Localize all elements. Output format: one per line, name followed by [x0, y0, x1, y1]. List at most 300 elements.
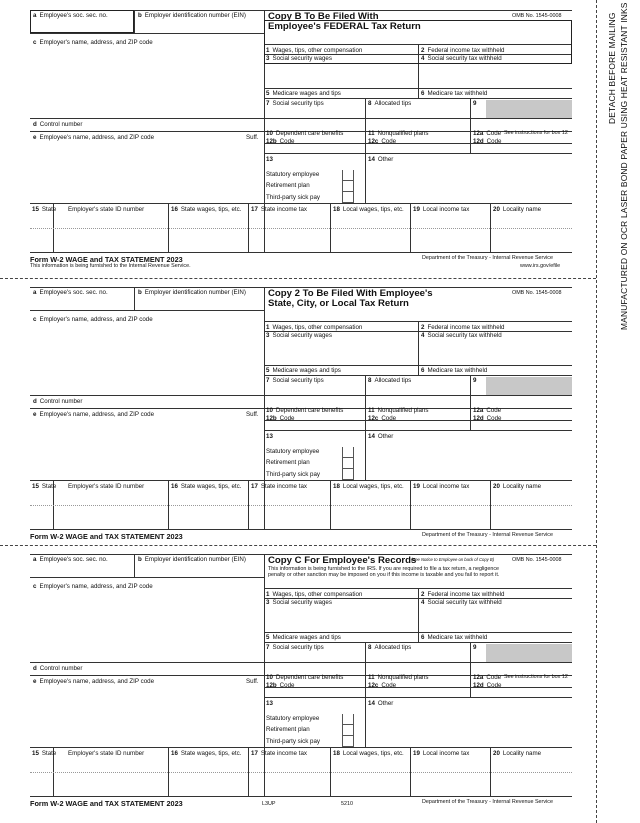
box1-wages-label-text: Wages, tips, other compensation [272, 324, 363, 331]
box12a-label-number: 12a [473, 407, 484, 414]
statutory-employee-label [266, 171, 319, 178]
box18-local-wages-label-number: 18 [333, 483, 340, 490]
side-text-detach: DETACH BEFORE MAILING [607, 12, 617, 124]
box2-fed-tax-label [421, 591, 505, 598]
box17-state-tax-label [251, 483, 307, 490]
box15-state-label-number: 15 [32, 483, 39, 490]
box12c-label [368, 138, 396, 145]
box16-state-wages-label-number: 16 [171, 750, 178, 757]
third-party-sick-pay-label [266, 738, 320, 745]
box5-medicare-wages-label [266, 367, 341, 374]
copy-title-line2: State, City, or Local Tax Return [268, 298, 409, 309]
employee-name-label [33, 411, 154, 418]
copy-note-line1: This information is being furnished to the IRS. If you are required to file a tax return, a negligence [268, 566, 500, 572]
footer-website: www.irs.gov/efile [520, 263, 561, 269]
box4-ss-tax-label-number: 4 [421, 55, 425, 62]
statutory-employee-label-text: Statutory employee [266, 715, 320, 722]
box4-ss-tax-label [421, 55, 502, 62]
third-party-sick-pay-label-text: Third-party sick pay [266, 738, 320, 745]
box16-state-wages-label-text: State wages, tips, etc. [180, 206, 242, 213]
box1-wages-label-text: Wages, tips, other compensation [272, 47, 363, 54]
box8-allocated-tips-label-number: 8 [368, 644, 372, 651]
box18-local-wages-label-text: Local wages, tips, etc. [342, 483, 404, 490]
box18-local-wages-label [333, 483, 404, 490]
w2-copy-2 [30, 287, 572, 549]
box12a-label [473, 407, 501, 414]
box19-local-tax-label-text: Local income tax [422, 206, 470, 213]
box12b-label-text: Code [279, 415, 295, 422]
retirement-plan-label-text: Retirement plan [266, 459, 310, 466]
box12a-note: See instructions for box 12 [504, 674, 568, 680]
box7-ss-tips-label-number: 7 [266, 377, 270, 384]
row7-bottom [30, 118, 572, 119]
box3-ss-wages-label-number: 3 [266, 332, 270, 339]
box12d-label-number: 12d [473, 682, 484, 689]
employer-name-label-number: c [33, 39, 37, 46]
box3-ss-wages-label [266, 599, 332, 606]
footer-treasury: Department of the Treasury - Internal Revenue Service [422, 255, 553, 261]
box14-other-label-text: Other [377, 433, 394, 440]
form-code-a: L3UP [262, 801, 276, 807]
box6-medicare-tax-label-number: 6 [421, 634, 425, 641]
box4-ss-tax-label-number: 4 [421, 332, 425, 339]
box3-ss-wages-label-text: Social security wages [272, 599, 332, 606]
box12b-label-number: 12b [266, 682, 277, 689]
divider-a-b [134, 554, 135, 577]
col-13-14 [365, 642, 366, 747]
control-number-label [33, 665, 82, 672]
divider-a-b [134, 10, 135, 33]
box10-dependent-care-label [266, 130, 343, 137]
w2-copy-1 [30, 10, 572, 272]
retirement-checkbox[interactable] [342, 181, 354, 192]
w2-copy-3 [30, 554, 572, 816]
box8-allocated-tips-label-text: Allocated tips [374, 377, 412, 384]
retirement-plan-label-text: Retirement plan [266, 726, 310, 733]
control-number-label [33, 398, 82, 405]
third-party-sick-pay-label [266, 471, 320, 478]
box14-other-label-number: 14 [368, 433, 375, 440]
box5-medicare-wages-label [266, 90, 341, 97]
row7-bottom [30, 395, 572, 396]
box2-fed-tax-label [421, 47, 505, 54]
suffix-label: Suff. [246, 411, 259, 418]
box11-nonqualified-label-text: Nonqualified plans [377, 674, 429, 681]
box4-ss-tax-label-text: Social security tax withheld [427, 55, 502, 62]
employer-state-id-label-text: Employer's state ID number [68, 750, 145, 757]
box3-ss-wages-label-number: 3 [266, 55, 270, 62]
box8-allocated-tips-label-text: Allocated tips [374, 644, 412, 651]
box7-ss-tips-label-number: 7 [266, 644, 270, 651]
employer-state-id-label-text: Employer's state ID number [68, 483, 145, 490]
box2-fed-tax-label-number: 2 [421, 47, 425, 54]
footer-treasury: Department of the Treasury - Internal Revenue Service [422, 799, 553, 805]
employer-name-label-number: c [33, 583, 37, 590]
box12c-label-text: Code [381, 682, 397, 689]
box19-local-tax-label [413, 206, 469, 213]
sick-pay-checkbox[interactable] [342, 736, 354, 747]
box11-nonqualified-label-text: Nonqualified plans [377, 130, 429, 137]
box2-fed-tax-label-text: Federal income tax withheld [427, 591, 505, 598]
row12b-bottom [264, 143, 572, 144]
box16-state-wages-label-number: 16 [171, 206, 178, 213]
employee-name-label-text: Employee's name, address, and ZIP code [39, 678, 155, 685]
box14-other-label [368, 156, 393, 163]
row-a-bottom [30, 33, 264, 34]
box13-label-number: 13 [266, 156, 273, 163]
employee-name-label-number: e [33, 678, 37, 685]
box12c-label [368, 682, 396, 689]
box19-local-tax-label-text: Local income tax [422, 750, 470, 757]
third-party-sick-pay-label-text: Third-party sick pay [266, 471, 320, 478]
employee-ssn-label-text: Employee's soc. sec. no. [39, 289, 108, 296]
box7-ss-tips-label-text: Social security tips [272, 644, 324, 651]
box13-label-number: 13 [266, 700, 273, 707]
box16-state-wages-label-text: State wages, tips, etc. [180, 483, 242, 490]
employer-name-label-number: c [33, 316, 37, 323]
employer-name-label [33, 316, 153, 323]
box19-local-tax-label-text: Local income tax [422, 483, 470, 490]
box12d-label-number: 12d [473, 415, 484, 422]
box12b-label-number: 12b [266, 138, 277, 145]
box11-nonqualified-label-number: 11 [368, 674, 375, 681]
box7-ss-tips-label-text: Social security tips [272, 377, 324, 384]
statutory-checkbox[interactable] [342, 714, 354, 725]
employer-name-label [33, 39, 153, 46]
box11-nonqualified-label-number: 11 [368, 130, 375, 137]
employer-name-label-text: Employer's name, address, and ZIP code [39, 316, 153, 323]
box20-locality-label-number: 20 [493, 483, 500, 490]
box12d-label [473, 682, 501, 689]
employee-ssn-label-number: a [33, 12, 37, 19]
col-9 [470, 642, 471, 662]
omb-number: OMB No. 1545-0008 [512, 557, 562, 563]
perforation-line-1 [0, 278, 596, 279]
employer-ein-label [138, 289, 246, 296]
control-number-label [33, 121, 82, 128]
control-number-label-number: d [33, 398, 37, 405]
row12b-bottom [264, 420, 572, 421]
form-code-b: 5210 [341, 801, 353, 807]
box17-state-tax-label [251, 206, 307, 213]
box10-dependent-care-label-number: 10 [266, 130, 273, 137]
copy-title-line1: Copy 2 To Be Filed With Employee's [268, 288, 433, 299]
box5-medicare-wages-label-number: 5 [266, 90, 270, 97]
control-bottom [30, 675, 264, 676]
employee-name-label-number: e [33, 411, 37, 418]
statutory-employee-label-text: Statutory employee [266, 171, 320, 178]
row7-bottom [30, 662, 572, 663]
box12b-label [266, 415, 294, 422]
box12c-label-number: 12c [368, 415, 379, 422]
box16-state-wages-label-number: 16 [171, 483, 178, 490]
box14-other-label-number: 14 [368, 700, 375, 707]
omb-number: OMB No. 1545-0008 [512, 290, 562, 296]
vertical-perforation [596, 0, 597, 823]
box16-state-wages-label [171, 206, 241, 213]
box12b-label-text: Code [279, 138, 295, 145]
row5-bottom [264, 375, 572, 376]
employer-ein-label-text: Employer identification number (EIN) [144, 289, 246, 296]
box11-nonqualified-label-number: 11 [368, 407, 375, 414]
copy-note-line2: penalty or other sanction may be imposed on you if this income is taxable and you fail to report it. [268, 572, 500, 578]
third-party-sick-pay-label-text: Third-party sick pay [266, 194, 320, 201]
box14-other-label-number: 14 [368, 156, 375, 163]
box6-medicare-tax-label [421, 634, 487, 641]
state-bottom [30, 252, 572, 253]
state-midline [30, 772, 572, 773]
box9-shade [486, 644, 572, 662]
box4-ss-tax-label-text: Social security tax withheld [427, 332, 502, 339]
statutory-employee-label-text: Statutory employee [266, 448, 320, 455]
box9-label [473, 377, 479, 384]
box12d-label-text: Code [486, 138, 502, 145]
copy-title-line1: Copy B To Be Filed With [268, 11, 379, 22]
box8-allocated-tips-label [368, 100, 411, 107]
omb-number: OMB No. 1545-0008 [512, 13, 562, 19]
employee-name-label-text: Employee's name, address, and ZIP code [39, 134, 155, 141]
box15-state-label-text: State [41, 483, 57, 490]
box9-label-number: 9 [473, 100, 477, 107]
box15-state-label-text: State [41, 750, 57, 757]
control-number-label-text: Control number [39, 665, 83, 672]
col-right-top [418, 588, 419, 642]
control-number-label-text: Control number [39, 121, 83, 128]
box19-local-tax-label [413, 483, 469, 490]
box17-state-tax-label-text: State income tax [260, 206, 307, 213]
box5-medicare-wages-label-text: Medicare wages and tips [272, 634, 341, 641]
box9-label-number: 9 [473, 377, 477, 384]
box18-local-wages-label-number: 18 [333, 750, 340, 757]
box4-ss-tax-label [421, 599, 502, 606]
box15-state-label-number: 15 [32, 206, 39, 213]
box9-label-number: 9 [473, 644, 477, 651]
box12a-note: See instructions for box 12 [504, 130, 568, 136]
box10-dependent-care-label-text: Dependent care benefits [275, 130, 344, 137]
retirement-plan-label [266, 726, 310, 733]
box1-wages-label-number: 1 [266, 47, 270, 54]
control-bottom [30, 131, 264, 132]
box5-medicare-wages-label-text: Medicare wages and tips [272, 90, 341, 97]
box9-shade [486, 100, 572, 118]
box12a-label-text: Code [486, 407, 502, 414]
box18-local-wages-label [333, 750, 404, 757]
box7-ss-tips-label-text: Social security tips [272, 100, 324, 107]
third-party-sick-pay-label [266, 194, 320, 201]
suffix-label: Suff. [246, 678, 259, 685]
box17-state-tax-label-number: 17 [251, 483, 258, 490]
box16-state-wages-label [171, 750, 241, 757]
box2-fed-tax-label-text: Federal income tax withheld [427, 324, 505, 331]
employee-ssn-label [33, 289, 108, 296]
employee-ssn-label-text: Employee's soc. sec. no. [39, 556, 108, 563]
form-name: Form W-2 WAGE and TAX STATEMENT 2023 [30, 799, 183, 808]
statutory-employee-label [266, 715, 319, 722]
statutory-checkbox[interactable] [342, 170, 354, 181]
box1-wages-label [266, 324, 362, 331]
box6-medicare-tax-label-number: 6 [421, 90, 425, 97]
employer-state-id-label-text: Employer's state ID number [68, 206, 145, 213]
box12d-label [473, 138, 501, 145]
box3-ss-wages-label [266, 55, 332, 62]
box5-medicare-wages-label-text: Medicare wages and tips [272, 367, 341, 374]
employee-ssn-label [33, 12, 108, 19]
box15-state-label [32, 483, 56, 490]
box5-medicare-wages-label-number: 5 [266, 634, 270, 641]
box5-medicare-wages-label [266, 634, 341, 641]
footer-left-note: This information is being furnished to the Internal Revenue Service. [30, 263, 191, 269]
col-13-14 [365, 375, 366, 480]
row5-bottom [264, 642, 572, 643]
col-right-top [418, 321, 419, 375]
box20-locality-label-number: 20 [493, 750, 500, 757]
form-name: Form W-2 WAGE and TAX STATEMENT 2023 [30, 532, 183, 541]
box20-locality-label [493, 206, 541, 213]
col-9 [470, 375, 471, 395]
box1-wages-label-text: Wages, tips, other compensation [272, 591, 363, 598]
employee-ssn-label [33, 556, 108, 563]
employee-name-label-number: e [33, 134, 37, 141]
employer-state-id-label [68, 206, 144, 213]
box20-locality-label [493, 483, 541, 490]
box12b-label [266, 682, 294, 689]
employee-ssn-label-number: a [33, 556, 37, 563]
box12c-label [368, 415, 396, 422]
control-number-label-text: Control number [39, 398, 83, 405]
box12b-label-number: 12b [266, 415, 277, 422]
box19-local-tax-label-number: 19 [413, 483, 420, 490]
control-number-label-number: d [33, 665, 37, 672]
box3-ss-wages-label-text: Social security wages [272, 55, 332, 62]
box12a-label [473, 674, 501, 681]
row-a-bottom [30, 577, 264, 578]
box4-ss-tax-label-number: 4 [421, 599, 425, 606]
box20-locality-label-text: Locality name [502, 750, 542, 757]
box14-other-label [368, 433, 393, 440]
state-midline [30, 505, 572, 506]
employee-ssn-label-text: Employee's soc. sec. no. [39, 12, 108, 19]
box11-nonqualified-label [368, 674, 428, 681]
row12d-bottom [264, 697, 572, 698]
copy-title-line2: Employee's FEDERAL Tax Return [268, 21, 421, 32]
box12c-label-text: Code [381, 138, 397, 145]
box10-dependent-care-label-text: Dependent care benefits [275, 674, 344, 681]
employee-name-label [33, 134, 154, 141]
box4-ss-tax-label [421, 332, 502, 339]
box8-allocated-tips-label-number: 8 [368, 100, 372, 107]
box10-dependent-care-label [266, 407, 343, 414]
box4-ss-tax-label-text: Social security tax withheld [427, 599, 502, 606]
footer-treasury: Department of the Treasury - Internal Revenue Service [422, 532, 553, 538]
box17-state-tax-label-number: 17 [251, 750, 258, 757]
employer-ein-label [138, 556, 246, 563]
row12d-bottom [264, 153, 572, 154]
box6-medicare-tax-label-text: Medicare tax withheld [427, 367, 488, 374]
box18-local-wages-label [333, 206, 404, 213]
box20-locality-label-text: Locality name [502, 483, 542, 490]
box9-shade [486, 377, 572, 395]
box10-dependent-care-label-number: 10 [266, 407, 273, 414]
statutory-employee-label [266, 448, 319, 455]
employer-ein-label [138, 12, 246, 19]
box12c-label-number: 12c [368, 682, 379, 689]
box12c-label-text: Code [381, 415, 397, 422]
sick-pay-checkbox[interactable] [342, 469, 354, 480]
box1-wages-label [266, 591, 362, 598]
box8-allocated-tips-label [368, 377, 411, 384]
box12d-label [473, 415, 501, 422]
box6-medicare-tax-label-number: 6 [421, 367, 425, 374]
box19-local-tax-label [413, 750, 469, 757]
statutory-checkbox[interactable] [342, 447, 354, 458]
box9-label [473, 100, 479, 107]
box6-medicare-tax-label [421, 90, 487, 97]
retirement-checkbox[interactable] [342, 458, 354, 469]
box15-state-label-text: State [41, 206, 57, 213]
employee-ssn-label-number: a [33, 289, 37, 296]
employee-name-label [33, 678, 154, 685]
box2-fed-tax-label-text: Federal income tax withheld [427, 47, 505, 54]
box2-fed-tax-label-number: 2 [421, 324, 425, 331]
employer-ein-label-text: Employer identification number (EIN) [144, 12, 246, 19]
box18-local-wages-label-number: 18 [333, 206, 340, 213]
box12c-label-number: 12c [368, 138, 379, 145]
box9-label [473, 644, 479, 651]
box10-dependent-care-label [266, 674, 343, 681]
box14-other-label-text: Other [377, 700, 394, 707]
retirement-plan-label-text: Retirement plan [266, 182, 310, 189]
suffix-label: Suff. [246, 134, 259, 141]
row12b-bottom [264, 687, 572, 688]
box12a-label-number: 12a [473, 674, 484, 681]
box20-locality-label-text: Locality name [502, 206, 542, 213]
side-text-manufactured: MANUFACTURED ON OCR LASER BOND PAPER USING HEAT RESISTANT INKS [619, 2, 629, 330]
box12b-label [266, 138, 294, 145]
box8-allocated-tips-label-text: Allocated tips [374, 100, 412, 107]
box12d-label-text: Code [486, 682, 502, 689]
box3-ss-wages-label-text: Social security wages [272, 332, 332, 339]
control-bottom [30, 408, 264, 409]
box15-state-label [32, 750, 56, 757]
state-midline [30, 228, 572, 229]
box3-ss-wages-label-number: 3 [266, 599, 270, 606]
box2-fed-tax-label-number: 2 [421, 591, 425, 598]
box12a-label [473, 130, 501, 137]
retirement-checkbox[interactable] [342, 725, 354, 736]
box15-state-label-number: 15 [32, 750, 39, 757]
box19-local-tax-label-number: 19 [413, 750, 420, 757]
box7-ss-tips-label [266, 100, 324, 107]
box1-wages-label-number: 1 [266, 591, 270, 598]
copy-title-line1: Copy C For Employee's Records [268, 555, 417, 566]
box3-ss-wages-label [266, 332, 332, 339]
box16-state-wages-label-text: State wages, tips, etc. [180, 750, 242, 757]
box7-ss-tips-label [266, 644, 324, 651]
box7-ss-tips-label-number: 7 [266, 100, 270, 107]
state-bottom [30, 529, 572, 530]
box8-allocated-tips-label-number: 8 [368, 377, 372, 384]
box7-ss-tips-label [266, 377, 324, 384]
control-number-label-number: d [33, 121, 37, 128]
divider-a-b [134, 287, 135, 310]
box17-state-tax-label [251, 750, 307, 757]
sick-pay-checkbox[interactable] [342, 192, 354, 203]
employer-ein-label-number: b [138, 556, 142, 563]
box12a-label-text: Code [486, 130, 502, 137]
box12d-label-number: 12d [473, 138, 484, 145]
employee-name-label-text: Employee's name, address, and ZIP code [39, 411, 155, 418]
box1-wages-label [266, 47, 362, 54]
